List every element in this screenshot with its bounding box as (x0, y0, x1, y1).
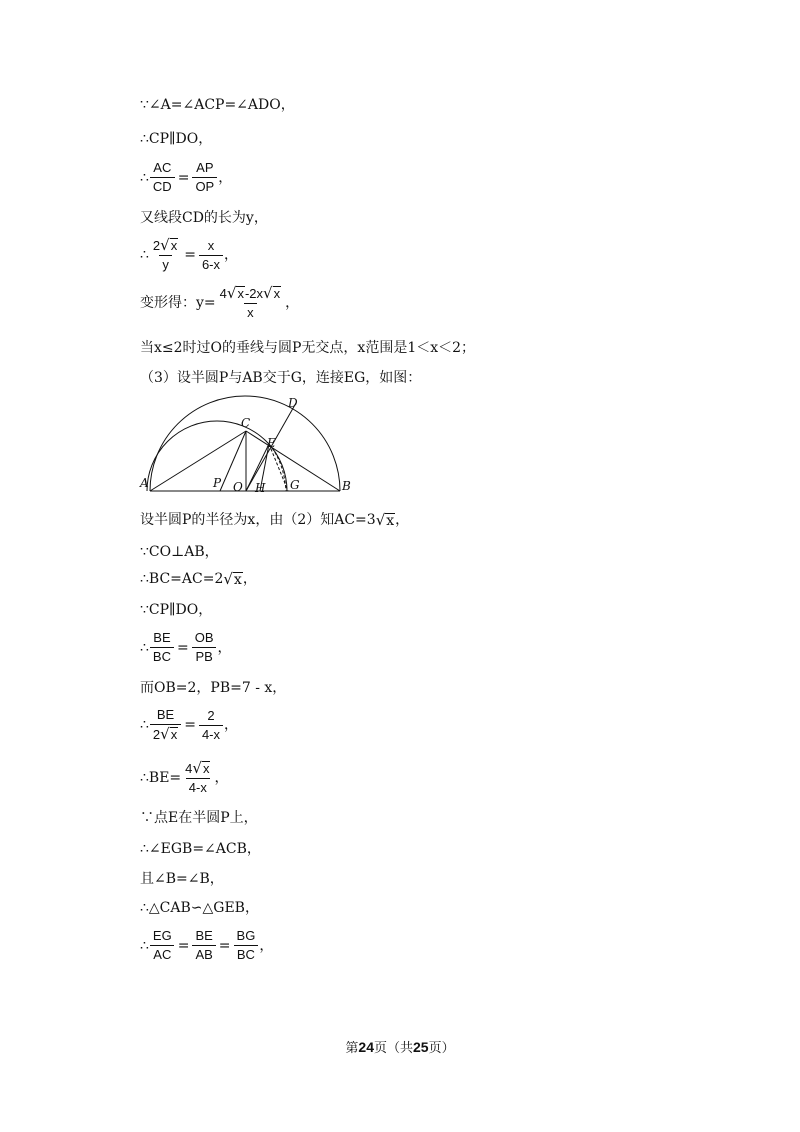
fraction-be-2sqrtx (150, 707, 181, 743)
label-a: A (140, 476, 149, 490)
fraction-numerator: OB (194, 630, 214, 645)
radicand: x (386, 513, 395, 529)
text-line-16 (140, 760, 228, 796)
fraction-ac-cd (150, 160, 175, 195)
coefficient: 2 (152, 238, 161, 253)
punctuation: ， (259, 937, 274, 954)
coefficient: 4 (219, 286, 227, 301)
fraction-numerator: 2 (207, 707, 215, 723)
punctuation: ， (218, 169, 233, 186)
fraction-2-4minusx (199, 708, 223, 743)
equals-sign: = (177, 937, 190, 954)
text-line-21 (140, 928, 273, 963)
label-g: G (290, 478, 300, 492)
current-page-number: 24 (358, 1039, 374, 1055)
text-line-6 (140, 285, 299, 321)
radicand: x (202, 761, 210, 776)
radical-sign-icon: √ (263, 284, 273, 302)
coefficient: 4 (185, 761, 193, 776)
radicand: x (233, 572, 242, 588)
term: -2x (244, 286, 263, 301)
therefore-symbol: ∴ (140, 717, 149, 733)
fraction-bg-bc (234, 928, 259, 963)
fraction-numerator: BE (153, 630, 171, 645)
dashed-segment-eg (269, 444, 288, 491)
fraction-denominator: OP (192, 177, 217, 195)
fraction-denominator: 4-x (186, 778, 210, 796)
fraction-denominator: BC (234, 945, 258, 963)
label-p: P (213, 476, 222, 490)
line-prefix: ∴BC=AC=2 (140, 571, 224, 587)
radical-sign-icon: √ (160, 725, 170, 743)
radicand: x (273, 286, 281, 301)
footer-prefix: 第 (345, 1041, 359, 1056)
footer-middle: 页（共 (373, 1041, 413, 1056)
text-line-2: ∴CP∥DO， (140, 131, 213, 147)
square-root (223, 571, 242, 587)
fraction-denominator: AB (192, 945, 215, 963)
label-o: O (233, 480, 243, 494)
text-line-11 (140, 569, 257, 589)
square-root (160, 237, 178, 253)
text-line-9 (140, 510, 409, 530)
fraction-numerator (217, 285, 284, 303)
text-line-20: ∴△CAB∽△GEB， (140, 900, 259, 916)
fraction-ap-op (192, 160, 217, 195)
square-root (376, 512, 395, 528)
text-line-19: 且∠B=∠B， (140, 871, 224, 887)
punctuation: ， (285, 295, 300, 311)
fraction-be-value (182, 760, 213, 796)
punctuation: ， (217, 639, 232, 656)
text-line-17: ∵点E在半圆P上， (140, 810, 258, 826)
text-line-1: ∵∠A=∠ACP=∠ADO， (140, 97, 295, 113)
punctuation: ， (242, 571, 257, 587)
equals-sign: = (177, 169, 190, 186)
fraction-denominator: y (159, 255, 172, 273)
text-line-5 (140, 237, 238, 273)
fraction-numerator: EG (152, 928, 172, 943)
fraction-x-6minusx (199, 238, 223, 273)
line-prefix: ∴BE= (140, 770, 182, 786)
fraction-numerator (150, 237, 181, 255)
fraction-denominator: CD (150, 177, 175, 195)
punctuation: ， (395, 512, 410, 528)
text-line-3 (140, 160, 232, 195)
fraction-numerator: BE (195, 928, 213, 943)
therefore-symbol: ∴ (140, 247, 149, 263)
large-semicircle (150, 396, 340, 491)
fraction-y-expression (217, 285, 284, 321)
text-line-12: ∵CP∥DO， (140, 602, 213, 618)
square-root (227, 285, 245, 301)
square-root (263, 285, 281, 301)
square-root (160, 726, 178, 742)
text-line-10: ∵CO⊥AB， (140, 544, 219, 560)
footer-suffix: 页） (428, 1041, 455, 1056)
text-line-13 (140, 630, 232, 665)
label-d: D (288, 396, 298, 410)
punctuation: ， (224, 717, 239, 733)
fraction-denominator: BC (150, 647, 174, 665)
fraction-denominator (150, 724, 181, 743)
fraction-denominator: AC (150, 945, 174, 963)
equals-sign: = (218, 937, 231, 954)
geometry-figure (138, 392, 358, 502)
radical-sign-icon: √ (375, 511, 386, 529)
total-page-count: 25 (413, 1039, 429, 1055)
line-prefix: 设半圆P的半径为x，由（2）知AC=3 (140, 512, 376, 528)
fraction-numerator: BE (156, 707, 175, 722)
equals-sign: = (176, 639, 189, 656)
label-b: B (342, 479, 351, 493)
text-line-14: 而OB=2，PB=7 - x， (140, 680, 287, 696)
therefore-symbol: ∴ (140, 639, 149, 656)
radical-sign-icon: √ (226, 284, 237, 302)
label-h: H (255, 481, 266, 495)
radicand: x (237, 286, 244, 301)
radical-sign-icon: √ (223, 570, 233, 588)
fraction-numerator (182, 760, 213, 778)
fraction-denominator: x (244, 303, 257, 321)
label-c: C (241, 416, 251, 430)
fraction-denominator: PB (192, 647, 215, 665)
fraction-be-ab (192, 928, 215, 963)
text-line-4: 又线段CD的长为y， (140, 210, 268, 226)
fraction-ob-pb (192, 630, 217, 665)
fraction-2sqrtx-y (150, 237, 181, 273)
text-line-15 (140, 707, 238, 743)
therefore-symbol: ∴ (140, 169, 149, 186)
punctuation: ， (214, 770, 229, 786)
fraction-numerator: AC (153, 160, 172, 175)
radical-sign-icon: √ (192, 759, 202, 777)
fraction-denominator: 6-x (199, 255, 223, 273)
text-line-18: ∴∠EGB=∠ACB， (140, 841, 261, 857)
radicand: x (170, 727, 178, 742)
fraction-numerator: x (207, 237, 215, 253)
fraction-denominator: 4-x (199, 725, 223, 743)
fraction-eg-ac (150, 928, 175, 963)
radicand: x (170, 238, 178, 253)
square-root (192, 760, 210, 776)
text-line-7: 当x≤2时过O的垂线与圆P无交点，x范围是1＜x＜2； (140, 340, 476, 356)
coefficient: 2 (152, 727, 161, 742)
fraction-be-bc (150, 630, 174, 665)
fraction-numerator: BG (236, 928, 256, 943)
label-e: E (267, 436, 276, 450)
text-line-8: （3）设半圆P与AB交于G，连接EG，如图： (140, 370, 422, 386)
therefore-symbol: ∴ (140, 937, 149, 954)
fraction-numerator: AP (196, 160, 214, 175)
punctuation: ， (224, 247, 239, 263)
page-footer (0, 1037, 800, 1056)
equals-sign: = (184, 717, 196, 733)
radical-sign-icon: √ (160, 236, 170, 254)
line-prefix: 变形得：y= (140, 295, 216, 311)
equals-sign: = (184, 247, 196, 263)
